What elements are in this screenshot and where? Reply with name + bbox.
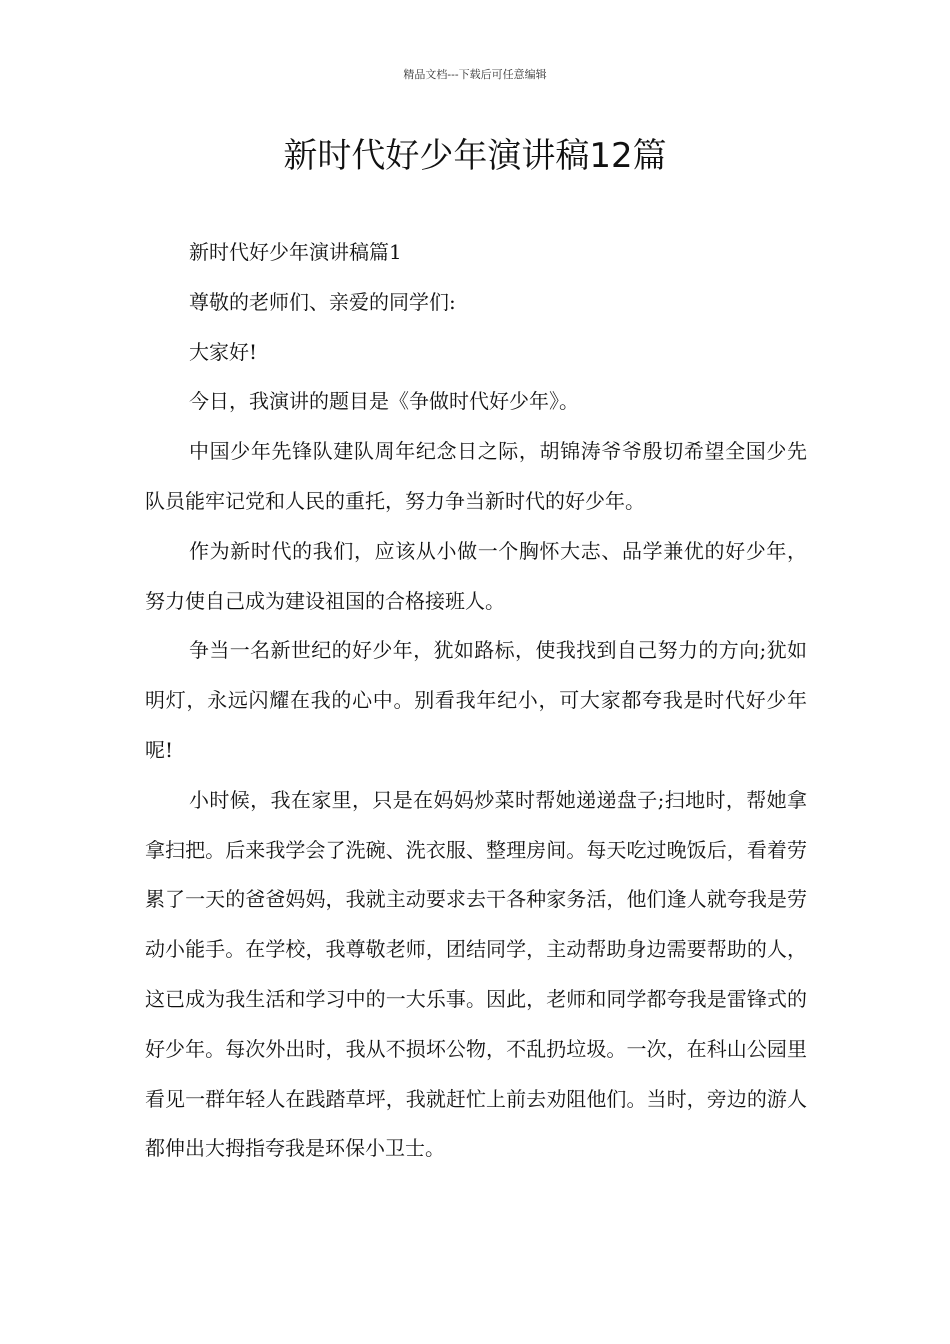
greeting: 大家好!: [189, 339, 258, 364]
paragraph-aspiration: 作为新时代的我们，应该从小做一个胸怀大志、品学兼优的好少年，努力使自己成为建设祖国的合格接班人。: [145, 538, 807, 613]
paragraph-childhood: 小时候，我在家里，只是在妈妈炒菜时帮她递递盘子;扫地时，帮她拿拿扫把。后来我学会了洗碗、洗衣服、整理房间。每天吃过晚饭后，看着劳累了一天的爸爸妈妈，我就主动要求去干各种家务活，他们逢人就夸我是劳动小能手。在学校，我尊敬老师，团结同学，主动帮助身边需要帮助的人，这已成为我生活和学习中的一大乐事。因此，老师和同学都夸我是雷锋式的好少年。每次外出时，我从不损坏公物，不乱扔垃圾。一次，在科山公园里看见一群年轻人在践踏草坪，我就赶忙上前去劝阻他们。当时，旁边的游人都伸出大拇指夸我是环保小卫士。: [145, 787, 807, 1161]
section-heading: 新时代好少年演讲稿篇1: [189, 240, 402, 264]
document-title: 新时代好少年演讲稿12篇: [283, 136, 667, 176]
page-header-note: 精品文档---下载后可任意编辑: [403, 68, 547, 81]
paragraph-anniversary: 中国少年先锋队建队周年纪念日之际，胡锦涛爷爷殷切希望全国少先队员能牢记党和人民的重托，努力争当新时代的好少年。: [145, 439, 807, 513]
document-body: [145, 228, 807, 1174]
paragraph-topic: 今日，我演讲的题目是《争做时代好少年》。: [189, 389, 579, 414]
paragraph-guidepost: 争当一名新世纪的好少年，犹如路标，使我找到自己努力的方向;犹如明灯，永远闪耀在我的心中。别看我年纪小，可大家都夸我是时代好少年呢!: [145, 638, 807, 762]
salutation: 尊敬的老师们、亲爱的同学们:: [189, 289, 456, 314]
